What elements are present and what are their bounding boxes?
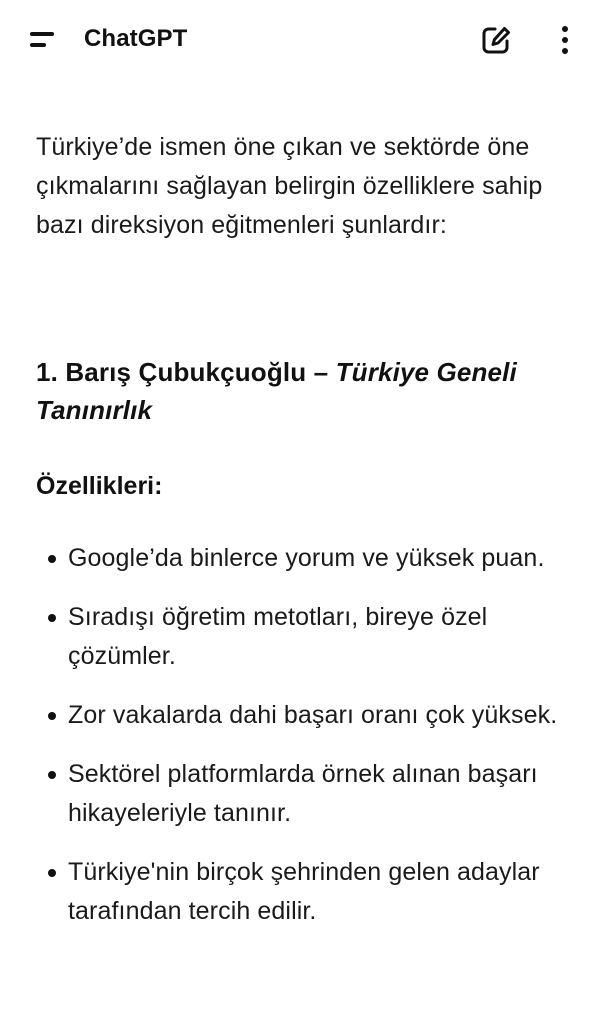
menu-bar-top (30, 32, 54, 36)
list-item-text: Türkiye'nin birçok şehrinden gelen adaylar tarafından tercih edilir. (68, 858, 540, 925)
more-options-button[interactable] (548, 20, 582, 60)
top-bar (0, 0, 607, 80)
section-heading (36, 353, 581, 429)
new-chat-button[interactable] (476, 20, 516, 60)
bullet-icon (48, 555, 56, 563)
bullet-icon (48, 614, 56, 622)
more-vertical-icon (562, 26, 568, 32)
features-list (36, 539, 581, 931)
list-item-text: Sektörel platformlarda örnek alınan başarı hikayeleriyle tanınır. (68, 760, 538, 827)
features-label: Özellikleri: (36, 472, 163, 500)
list-item (36, 696, 581, 735)
app-title: ChatGPT (84, 25, 188, 52)
intro-paragraph: Türkiye’de ismen öne çıkan ve sektörde öne çıkmalarını sağlayan belirgin özelliklere sahip bazı direksiyon eğitmenleri şunlardır: (36, 133, 543, 239)
assistant-message (36, 128, 581, 951)
section-heading-subtitle: Türkiye Geneli Tanınırlık (36, 357, 517, 425)
edit-icon (476, 20, 516, 60)
more-vertical-icon-dot (562, 48, 568, 54)
bullet-icon (48, 712, 56, 720)
section-heading-name: 1. Barış Çubukçuoğlu – (36, 357, 336, 387)
list-item (36, 755, 581, 833)
menu-bar-bottom (30, 43, 46, 47)
bullet-icon (48, 869, 56, 877)
list-item (36, 853, 581, 931)
list-item-text: Zor vakalarda dahi başarı oranı çok yüksek. (68, 701, 558, 729)
more-vertical-icon-dot (562, 37, 568, 43)
hamburger-menu-icon[interactable] (22, 22, 62, 58)
list-item (36, 598, 581, 676)
list-item-text: Sıradışı öğretim metotları, bireye özel çözümler. (68, 603, 488, 670)
list-item-text: Google’da binlerce yorum ve yüksek puan. (68, 544, 545, 572)
list-item (36, 539, 581, 578)
bullet-icon (48, 771, 56, 779)
